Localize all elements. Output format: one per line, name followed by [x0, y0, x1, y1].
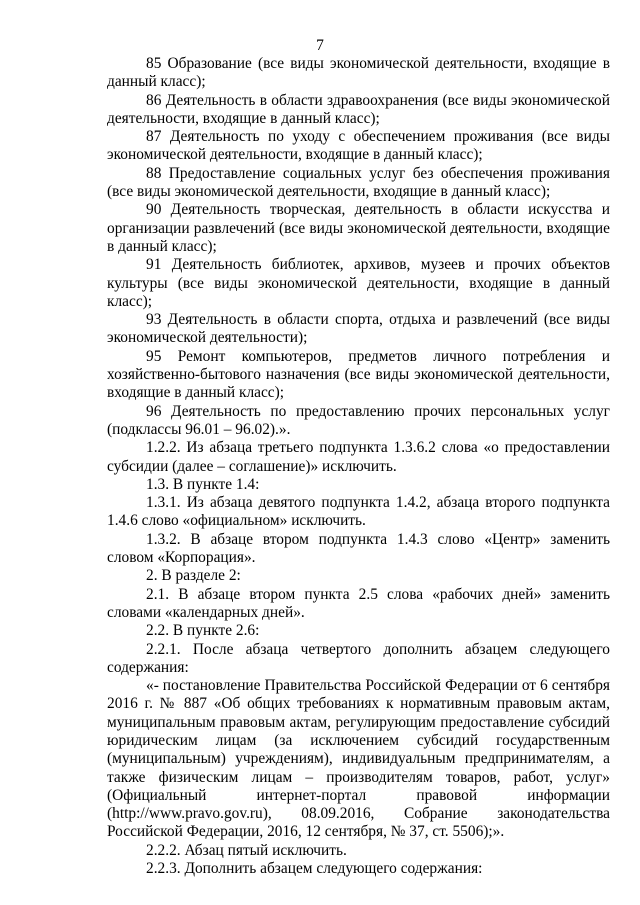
paragraph-1-3-1: 1.3.1. Из абзаца девятого подпункта 1.4.2, абзаца второго подпункта 1.4.6 слово «официальном» исключить. [107, 494, 610, 530]
paragraph-2-2-3: 2.2.3. Дополнить абзацем следующего содержания: [146, 860, 483, 878]
paragraph-2-2-2: 2.2.2. Абзац пятый исключить. [146, 841, 347, 859]
paragraph-1-2-2: 1.2.2. Из абзаца третьего подпункта 1.3.6.2 слова «о предоставлении субсидии (далее – соглашение)» исключить. [107, 439, 610, 475]
page-number: 7 [316, 37, 324, 54]
paragraph-2-2-1: 2.2.1. После абзаца четвертого дополнить абзацем следующего содержания: [107, 640, 610, 676]
paragraph-1-3: 1.3. В пункте 1.4: [146, 475, 260, 493]
paragraph-2-1: 2.1. В абзаце втором пункта 2.5 слова «рабочих дней» заменить словами «календарных дней». [107, 585, 610, 621]
bottom-margin [0, 840, 640, 905]
paragraph-87: 87 Деятельность по уходу с обеспечением проживания (все виды экономической деятельности, входящие в данный класс); [107, 128, 610, 164]
paragraph-85: 85 Образование (все виды экономической деятельности, входящие в данный класс); [107, 55, 610, 91]
paragraph-90: 90 Деятельность творческая, деятельность в области искусства и организации развлечений (все виды экономической деятельности, входящие в данный класс); [107, 201, 610, 255]
paragraph-93: 93 Деятельность в области спорта, отдыха и развлечений (все виды экономической деятельности); [107, 311, 610, 347]
paragraph-95: 95 Ремонт компьютеров, предметов личного потребления и хозяйственно-бытового назначения (все виды экономической деятельности, входящие в данный класс); [107, 347, 610, 402]
paragraph-1-3-2: 1.3.2. В абзаце втором подпункта 1.4.3 слово «Центр» заменить словом «Корпорация». [107, 530, 610, 567]
document-body [107, 55, 610, 878]
paragraph-96: 96 Деятельность по предоставлению прочих персональных услуг (подклассы 96.01 – 96.02).». [107, 402, 610, 438]
paragraph-2: 2. В разделе 2: [146, 567, 241, 585]
paragraph-quoted-insert: «- постановление Правительства Российской Федерации от 6 сентября 2016 г. № 887 «Об общих требованиях к нормативным правовым актам, муниципальным правовым актам, регулирующим предоставление субсидий юридическим лицам (за исключением субсидий государственным (муниципальным) учреждениям), индивидуальным предпринимателям, а также физическим лицам – производителям товаров, работ, услуг» (Официальный интернет-портал правовой информации (http://www.pravo.gov.ru), 08.09.2016, Собрание законодательства Российской Федерации, 2016, 12 сентября, № 37, ст. 5506);». [107, 677, 610, 841]
paragraph-91: 91 Деятельность библиотек, архивов, музеев и прочих объектов культуры (все виды экономической деятельности, входящие в данный класс); [107, 256, 610, 310]
paragraph-86: 86 Деятельность в области здравоохранения (все виды экономической деятельности, входящие в данный класс); [107, 91, 610, 127]
paragraph-88: 88 Предоставление социальных услуг без обеспечения проживания (все виды экономической деятельности, входящие в данный класс); [107, 164, 610, 201]
paragraph-2-2: 2.2. В пункте 2.6: [146, 622, 260, 640]
